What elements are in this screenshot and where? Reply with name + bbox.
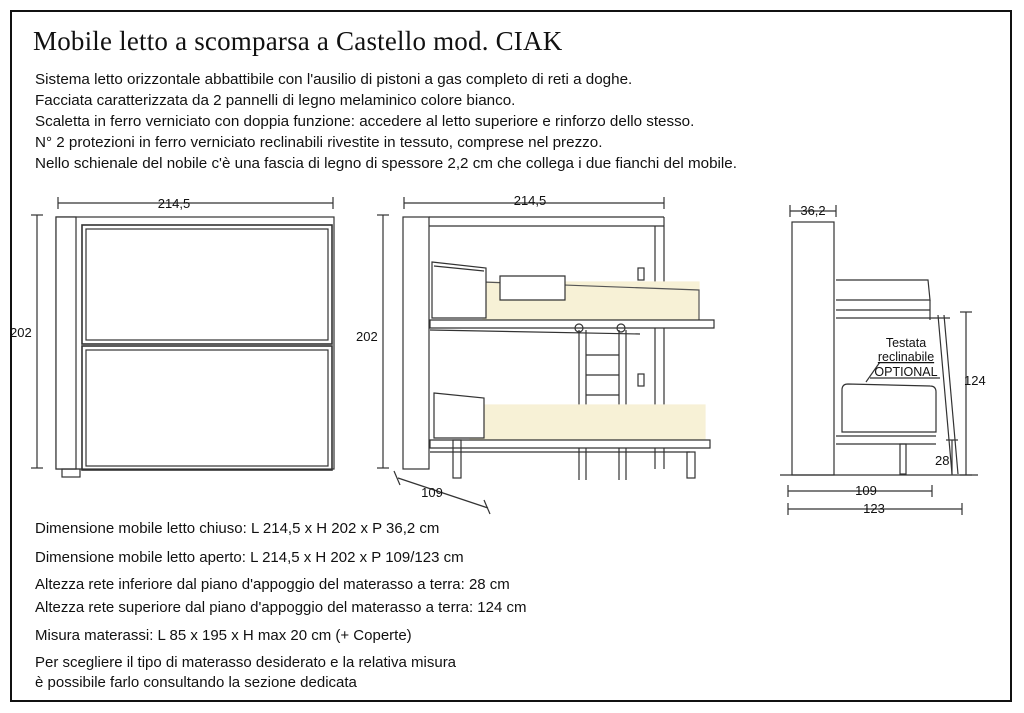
spec-open-size: Dimensione mobile letto aperto: L 214,5 x H 202 x P 109/123 cm bbox=[35, 549, 464, 566]
page-title: Mobile letto a scomparsa a Castello mod. CIAK bbox=[33, 26, 563, 56]
side-depth-total-label: 123 bbox=[863, 501, 885, 516]
open-height-label: 202 bbox=[356, 329, 378, 344]
description-line: Facciata caratterizzata da 2 pannelli di legno melaminico colore bianco. bbox=[35, 92, 516, 109]
headboard-label-line3: OPTIONAL bbox=[874, 365, 938, 379]
description-line: Scaletta in ferro verniciato con doppia funzione: accedere al letto superiore e rinforzo dello stesso. bbox=[35, 113, 695, 130]
side-depth-open-label: 109 bbox=[855, 483, 877, 498]
note-line2: è possibile farlo consultando la sezione dedicata bbox=[35, 674, 357, 691]
closed-cabinet-view bbox=[31, 197, 334, 477]
headboard-label-line1: Testata bbox=[885, 336, 927, 350]
spec-upper-height: Altezza rete superiore dal piano d'appoggio del materasso a terra: 124 cm bbox=[35, 599, 527, 616]
closed-height-label: 202 bbox=[10, 325, 32, 340]
spec-closed-size: Dimensione mobile letto chiuso: L 214,5 x H 202 x P 36,2 cm bbox=[35, 520, 440, 537]
open-width-label: 214,5 bbox=[513, 193, 547, 208]
note-line1: Per scegliere il tipo di materasso desiderato e la relativa misura bbox=[35, 654, 457, 671]
description-line: Sistema letto orizzontale abbattibile con l'ausilio di pistoni a gas completo di reti a doghe. bbox=[35, 71, 633, 88]
spec-lower-height: Altezza rete inferiore dal piano d'appoggio del materasso a terra: 28 cm bbox=[35, 576, 510, 593]
headboard-label-line2: reclinabile bbox=[877, 350, 935, 364]
closed-width-label: 214,5 bbox=[157, 196, 191, 211]
open-bunk-view bbox=[377, 197, 714, 514]
open-depth-label: 109 bbox=[421, 485, 443, 500]
lower-height-label: 28 bbox=[935, 453, 950, 468]
description-line: N° 2 protezioni in ferro verniciato reclinabili rivestite in tessuto, comprese nel prezzo. bbox=[35, 134, 603, 151]
spec-mattress-size: Misura materassi: L 85 x 195 x H max 20 cm (+ Coperte) bbox=[35, 627, 412, 644]
description-line: Nello schienale del nobile c'è una fascia di legno di spessore 2,2 cm che collega i due fianchi del mobile. bbox=[35, 155, 737, 172]
side-top-depth-label: 36,2 bbox=[800, 203, 826, 218]
upper-height-label: 124 bbox=[964, 373, 986, 388]
